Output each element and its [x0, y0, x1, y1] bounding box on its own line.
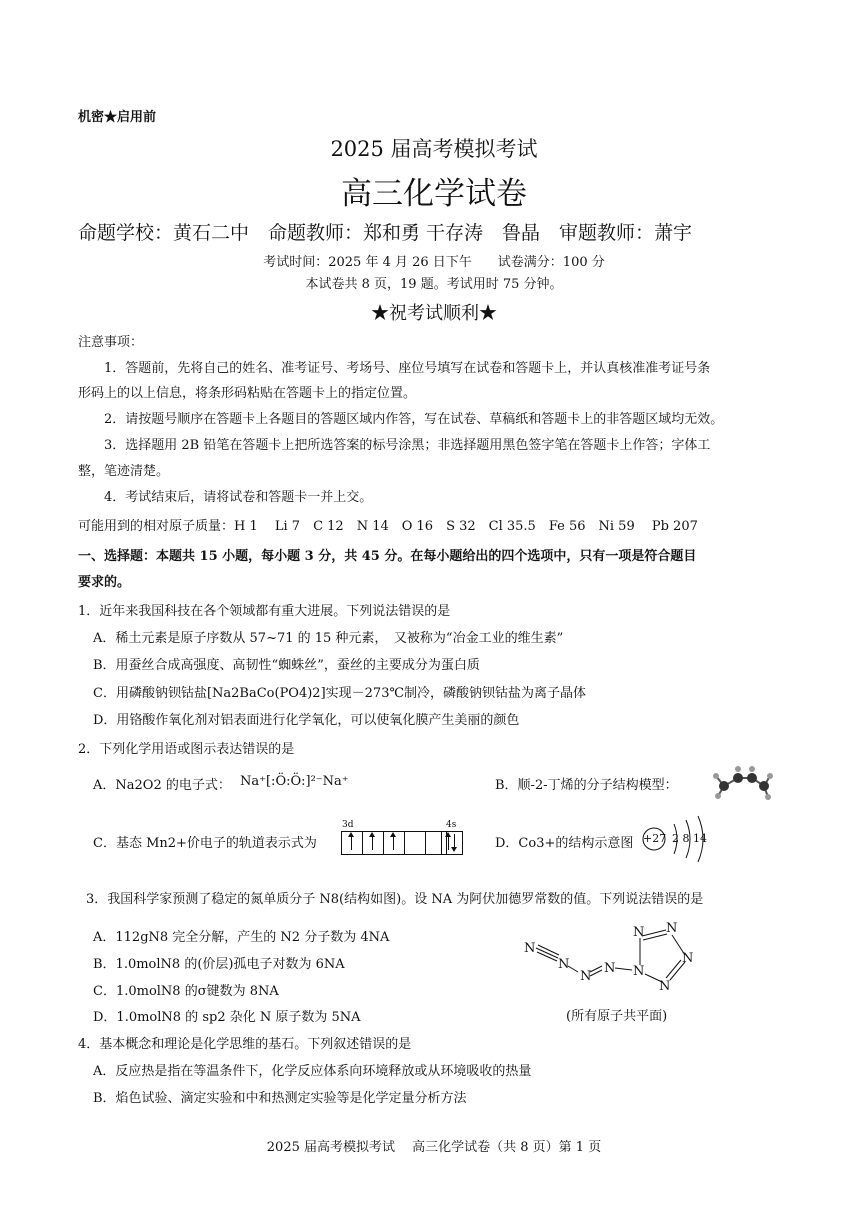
q2-a-electron-formula: Na⁺[:Ö:Ö:]²⁻Na⁺	[240, 774, 349, 789]
pages-info: 本试卷共 8 页，19 题。考试用时 75 分钟。	[305, 277, 563, 292]
page-title: 高三化学试卷	[341, 176, 527, 212]
cis-2-butene-model	[706, 764, 776, 804]
orbital-3d-label: 3d	[342, 820, 354, 830]
q3-stem: 3．我国科学家预测了稳定的氮单质分子 N8(结构如图)。设 NA 为阿伏加德罗常数的值。下列说法错误的是	[86, 892, 704, 907]
q1-option-b: B．用蚕丝合成高强度、高韧性“蜘蛛丝”，蚕丝的主要成分为蛋白质	[93, 658, 480, 673]
q3-option-c: C．1.0molN8 的σ键数为 8NA	[93, 984, 279, 999]
co3-shell-electrons: 2 8 14	[672, 832, 707, 845]
q1-stem: 1．近年来我国科技在各个领域都有重大进展。下列说法错误的是	[78, 604, 451, 619]
n-atom-8: N	[682, 951, 694, 966]
n8-figure-caption: (所有原子共平面)	[566, 1009, 668, 1024]
atomic-masses: 可能用到的相对原子质量：H 1 Li 7 C 12 N 14 O 16 S 32 Cl 35.5 Fe 56 Ni 59 Pb 207	[78, 519, 698, 534]
n-atom-7: N	[666, 921, 678, 936]
q3-option-a: A．112gN8 完全分解，产生的 N2 分子数为 4NA	[93, 930, 390, 945]
q1-option-a: A．稀土元素是原子序数从 57~71 的 15 种元素， 又被称为“冶金工业的维生素”	[93, 631, 564, 646]
q2-option-b: B．顺-2-丁烯的分子结构模型：	[495, 778, 678, 793]
section-heading-line2: 要求的。	[78, 575, 131, 590]
orbital-4s-box	[442, 831, 463, 855]
note-1-line2: 形码上的以上信息，将条形码粘贴在答题卡上的指定位置。	[78, 386, 417, 401]
orbital-3d-boxes	[342, 831, 447, 855]
q1-option-c: C．用磷酸钠钡钴盐[Na2BaCo(PO4)2]实现－273℃制冷，磷酸钠钡钴盐为离子晶体	[93, 686, 587, 701]
page-footer: 2025 届高考模拟考试 高三化学试卷（共 8 页）第 1 页	[266, 1140, 602, 1155]
author-line: 命题学校：黄石二中 命题教师：郑和勇 干存涛 鲁晶 审题教师：萧宇	[78, 222, 693, 244]
note-2: 2．请按题号顺序在答题卡上各题目的答题区域内作答，写在试卷、草稿纸和答题卡上的非答题区域均无效。	[104, 412, 724, 427]
q2-option-d: D．Co3+的结构示意图	[495, 836, 634, 851]
n-atom-4: N	[604, 961, 616, 976]
note-3-line2: 整，笔迹清楚。	[78, 464, 170, 479]
section-heading-line1: 一、选择题：本题共 15 小题，每小题 3 分，共 45 分。在每小题给出的四个选项中，只有一项是符合题目	[78, 549, 697, 564]
n8-structure-figure	[520, 910, 710, 1005]
q4-option-b: B．焰色试验、滴定实验和中和热测定实验等是化学定量分析方法	[93, 1091, 467, 1106]
q3-option-b: B．1.0molN8 的(价层)孤电子对数为 6NA	[93, 957, 345, 972]
exam-series: 2025 届高考模拟考试	[330, 137, 538, 161]
note-3-line1: 3．选择题用 2B 铅笔在答题卡上把所选答案的标号涂黑；非选择题用黑色签字笔在答题卡上作答；字体工	[104, 438, 711, 453]
q2-stem: 2．下列化学用语或图示表达错误的是	[78, 742, 295, 757]
notes-heading: 注意事项：	[78, 335, 144, 350]
q3-option-d: D．1.0molN8 的 sp2 杂化 N 原子数为 5NA	[93, 1010, 361, 1025]
orbital-4s-label: 4s	[446, 820, 457, 830]
n-atom-6: N	[633, 925, 645, 940]
exam-time-info: 考试时间：2025 年 4 月 26 日下午 试卷满分：100 分	[263, 255, 605, 270]
q1-option-d: D．用铬酸作氧化剂对铝表面进行化学氧化，可以使氧化膜产生美丽的颜色	[93, 713, 520, 728]
confidential-mark: 机密★启用前	[78, 110, 157, 125]
q4-option-a: A．反应热是指在等温条件下，化学反应体系向环境释放或从环境吸收的热量	[93, 1064, 532, 1079]
wish-line: ★祝考试顺利★	[371, 303, 497, 324]
n-atom-9: N	[659, 979, 671, 994]
n-atom-1: N	[524, 941, 536, 956]
n-atom-2: N	[558, 957, 570, 972]
q2-option-a: A．Na2O2 的电子式：	[93, 778, 231, 793]
q4-stem: 4．基本概念和理论是化学思维的基石。下列叙述错误的是	[78, 1037, 412, 1052]
q2-option-c: C．基态 Mn2+价电子的轨道表示式为	[93, 836, 317, 851]
note-4: 4．考试结束后，请将试卷和答题卡一并上交。	[104, 490, 373, 505]
n-atom-3: N	[580, 969, 592, 984]
note-1-line1: 1．答题前，先将自己的姓名、准考证号、考场号、座位号填写在试卷和答题卡上，并认真核准准考证号条	[104, 361, 711, 376]
n-atom-5: N	[633, 964, 645, 979]
co3-nucleus-label: +27	[643, 832, 667, 845]
